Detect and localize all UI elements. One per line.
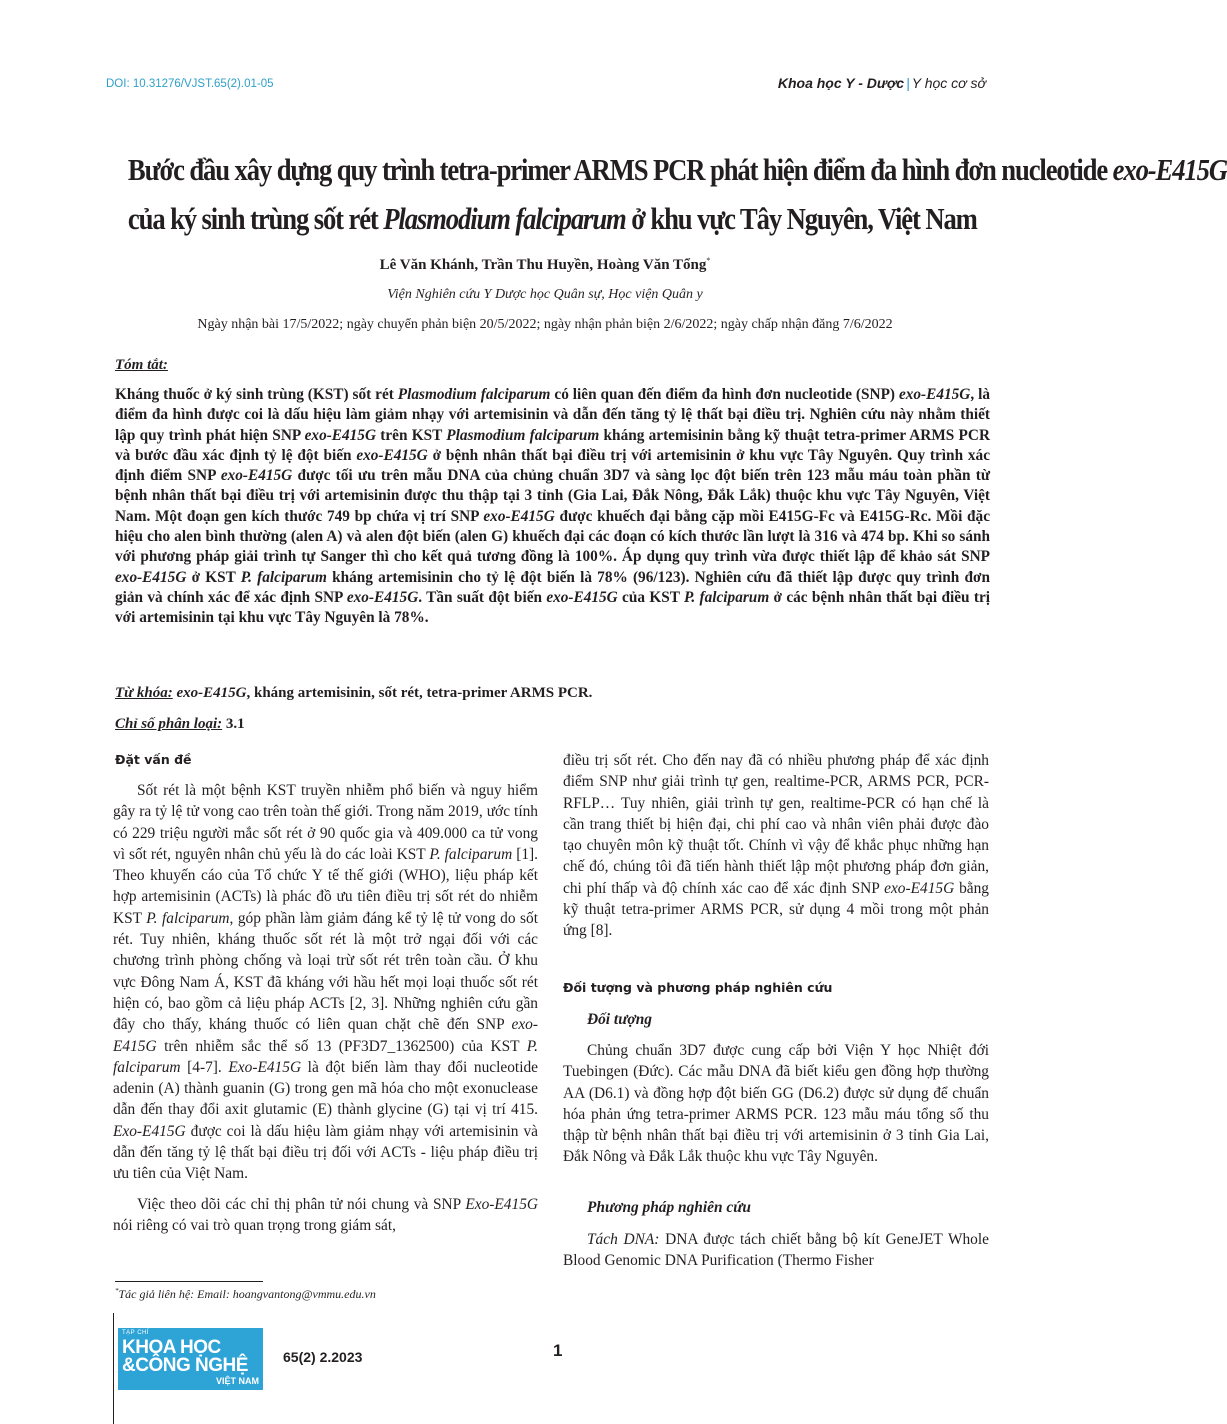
journal-logo <box>118 1328 263 1390</box>
title-gene: exo-E415G <box>1112 152 1227 187</box>
footnote-mark: * <box>115 1287 119 1295</box>
section-sub: Y học cơ sở <box>911 75 986 91</box>
intro-heading: Đặt vấn đề <box>115 752 192 767</box>
author-names: Lê Văn Khánh, Trần Thu Huyền, Hoàng Văn Tổng <box>379 257 707 273</box>
keyword-list: , kháng artemisinin, sốt rét, tetra-primer ARMS PCR. <box>246 685 593 701</box>
logo-pre: TẠP CHÍ <box>122 1330 150 1336</box>
footnote-text: Tác giả liên hệ: Email: hoangvantong@vmmu.edu.vn <box>118 1287 376 1301</box>
methods-paragraph <box>563 1229 989 1272</box>
logo-line-1: KHOA HỌC <box>122 1337 221 1358</box>
title-text: Bước đầu xây dựng quy trình tetra-primer ARMS PCR phát hiện điểm đa hình đơn nucleotide <box>127 152 1113 187</box>
methods-heading: Đối tượng và phương pháp nghiên cứu <box>563 980 833 995</box>
footnote-rule <box>115 1281 263 1282</box>
doi: DOI: 10.31276/VJST.65(2).01-05 <box>106 78 274 90</box>
footnote <box>115 1287 376 1302</box>
classification-value: 3.1 <box>225 716 245 732</box>
logo-line-2: &CÔNG NGHỆ <box>122 1355 248 1376</box>
section-label <box>778 75 986 91</box>
dna-extraction-text: DNA được tách chiết bằng bộ kít GeneJET Whole Blood Genomic DNA Purification (Thermo Fisher <box>563 1231 989 1270</box>
affiliation: Viện Nghiên cứu Y Dược học Quân sự, Học viện Quân y <box>387 287 703 302</box>
abstract-body: Kháng thuốc ở ký sinh trùng (KST) sốt rét Plasmodium falciparum có liên quan đến điểm đa hình đơn nucleotide (SNP) exo-E415G, là điểm đa hình được coi là dấu hiệu làm giảm nhạy với artemisinin và dẫn đến tăng tỷ lệ thất bại điều trị. Nghiên cứu này nhằm thiết lập quy trình phát hiện SNP exo-E415G trên KST Plasmodium falciparum kháng artemisinin bằng kỹ thuật tetra-primer ARMS PCR và bước đầu xác định tỷ lệ đột biến exo-E415G ở bệnh nhân thất bại điều trị với artemisinin ở khu vực Tây Nguyên. Quy trình xác định điểm SNP exo-E415G được tối ưu trên mẫu DNA của chủng chuẩn 3D7 và sàng lọc đột biến trên 123 mẫu máu toàn phần từ bệnh nhân thất bại điều trị với artemisinin được thu thập tại 3 tỉnh (Gia Lai, Đắk Nông, Đắk Lắk) thuộc khu vực Tây Nguyên, Việt Nam. Một đoạn gen kích thước 749 bp chứa vị trí SNP exo-E415G được khuếch đại bằng cặp mồi E415G-Fc và E415G-Rc. Mồi đặc hiệu cho alen bình thường (alen A) và alen đột biến (alen G) khuếch đại các đoạn có kích thước lần lượt là 316 và 474 bp. Khi so sánh với phương pháp giải trình tự Sanger thì cho kết quả tương đồng là 100%. Áp dụng quy trình vừa được thiết lập để khảo sát SNP exo-E415G ở KST P. falciparum kháng artemisinin cho tỷ lệ đột biến là 78% (96/123). Nghiên cứu đã thiết lập được quy trình đơn giản và chính xác để xác định SNP exo-E415G. Tần suất đột biến exo-E415G của KST P. falciparum ở các bệnh nhân thất bại điều trị với artemisinin tại khu vực Tây Nguyên là 78%. <box>115 386 991 627</box>
section-separator: | <box>906 75 910 91</box>
title-text: ở khu vực Tây Nguyên, Việt Nam <box>625 201 977 236</box>
subjects-subheading: Đối tượng <box>587 1011 652 1028</box>
title-text: của ký sinh trùng sốt rét <box>127 201 384 236</box>
keywords-label: Từ khóa: <box>115 685 173 701</box>
authors <box>0 256 1090 274</box>
section-main: Khoa học Y - Dược <box>777 75 905 91</box>
footer-rule <box>113 1313 114 1424</box>
title-line-1 <box>127 145 1227 194</box>
intro-column <box>113 780 538 1236</box>
abstract-heading: Tóm tắt: <box>115 357 168 373</box>
title-species: Plasmodium falciparum <box>383 201 626 236</box>
corresponding-mark: * <box>706 256 711 265</box>
intro-paragraph-1: Sốt rét là một bệnh KST truyền nhiễm phổ biến và nguy hiểm gây ra tỷ lệ tử vong cao trên toàn thế giới. Trong năm 2019, ước tính có 229 triệu người mắc sốt rét ở 90 quốc gia và 409.000 ca tử vong vì sốt rét, nguyên nhân chủ yếu là do các loài KST P. falciparum [1]. Theo khuyến cáo của Tổ chức Y tế thế giới (WHO), liệu pháp kết hợp artemisinin (ACTs) là phác đồ ưu tiên điều trị sốt rét do nhiễm KST P. falciparum, góp phần làm giảm đáng kể tỷ lệ tử vong do sốt rét. Tuy nhiên, kháng thuốc sốt rét là một trở ngại đối với các chương trình phòng chống và loại trừ sốt rét trên toàn cầu. Ở khu vực Đông Nam Á, KST đã kháng với hầu hết mọi loại thuốc sốt rét hiện có, bao gồm cả liệu pháp ACTs [2, 3]. Những nghiên cứu gần đây cho thấy, kháng thuốc có liên quan chặt chẽ đến SNP exo-E415G trên nhiễm sắc thể số 13 (PF3D7_1362500) của KST P. falciparum [4-7]. Exo-E415G là đột biến làm thay đổi nucleotide adenin (A) thành guanin (G) trong gen mã hóa cho một exonuclease dẫn đến thay đổi axit glutamic (E) thành glycine (G) tại vị trí 415. Exo-E415G được coi là dấu hiệu làm giảm nhạy với artemisinin và dẫn đến tăng tỷ lệ thất bại điều trị đối với ACTs - liệu pháp điều trị ưu tiên của Việt Nam. <box>113 782 538 1183</box>
title-line-2 <box>127 194 977 243</box>
classification-label: Chỉ số phân loại: <box>115 716 223 732</box>
article-title <box>127 145 1227 243</box>
article-dates: Ngày nhận bài 17/5/2022; ngày chuyển phản biện 20/5/2022; ngày nhận phản biện 2/6/2022; ngày chấp nhận đăng 7/6/2022 <box>197 317 893 332</box>
methods-subheading: Phương pháp nghiên cứu <box>587 1199 751 1216</box>
logo-country: VIỆT NAM <box>215 1376 259 1386</box>
keywords <box>115 685 990 702</box>
intro-paragraph-2: Việc theo dõi các chỉ thị phân tử nói chung và SNP Exo-E415G nói riêng có vai trò quan trọng trong giám sát, <box>113 1195 538 1234</box>
issue-number: 65(2) 2.2023 <box>283 1349 363 1365</box>
keyword-gene: exo-E415G <box>176 685 247 701</box>
subjects-paragraph: Chủng chuẩn 3D7 được cung cấp bởi Viện Y học Nhiệt đới Tuebingen (Đức). Các mẫu DNA đã biết kiểu gen đồng hợp thường AA (D6.1) và đồng hợp đột biến GG (D6.2) được sử dụng để chuẩn hóa phản ứng tetra-primer ARMS PCR. 123 mẫu máu tổng số thu thập từ bệnh nhân thất bại điều trị với artemisinin ở 3 tỉnh Gia Lai, Đắk Nông và Đắk Lắk thuộc khu vực Tây Nguyên. <box>563 1042 989 1166</box>
dna-extraction-label: Tách DNA: <box>587 1231 660 1248</box>
intro-continuation: điều trị sốt rét. Cho đến nay đã có nhiều phương pháp để xác định điểm SNP như giải trình tự gen, realtime-PCR, ARMS PCR, PCR-RFLP… Tuy nhiên, giải trình tự gen, realtime-PCR có hạn chế là cần trang thiết bị hiện đại, chi phí cao và nhân viên phải được đào tạo chuyên môn kỹ thuật tốt. Chính vì vậy để khắc phục những hạn chế đó, chúng tôi đã tiến hành thiết lập một phương pháp đơn giản, chi phí thấp và độ chính xác cao để xác định SNP exo-E415G bằng kỹ thuật tetra-primer ARMS PCR, sử dụng 4 mồi trong một phản ứng [8]. <box>563 752 990 940</box>
classification <box>115 716 245 733</box>
page-number: 1 <box>553 1341 563 1360</box>
